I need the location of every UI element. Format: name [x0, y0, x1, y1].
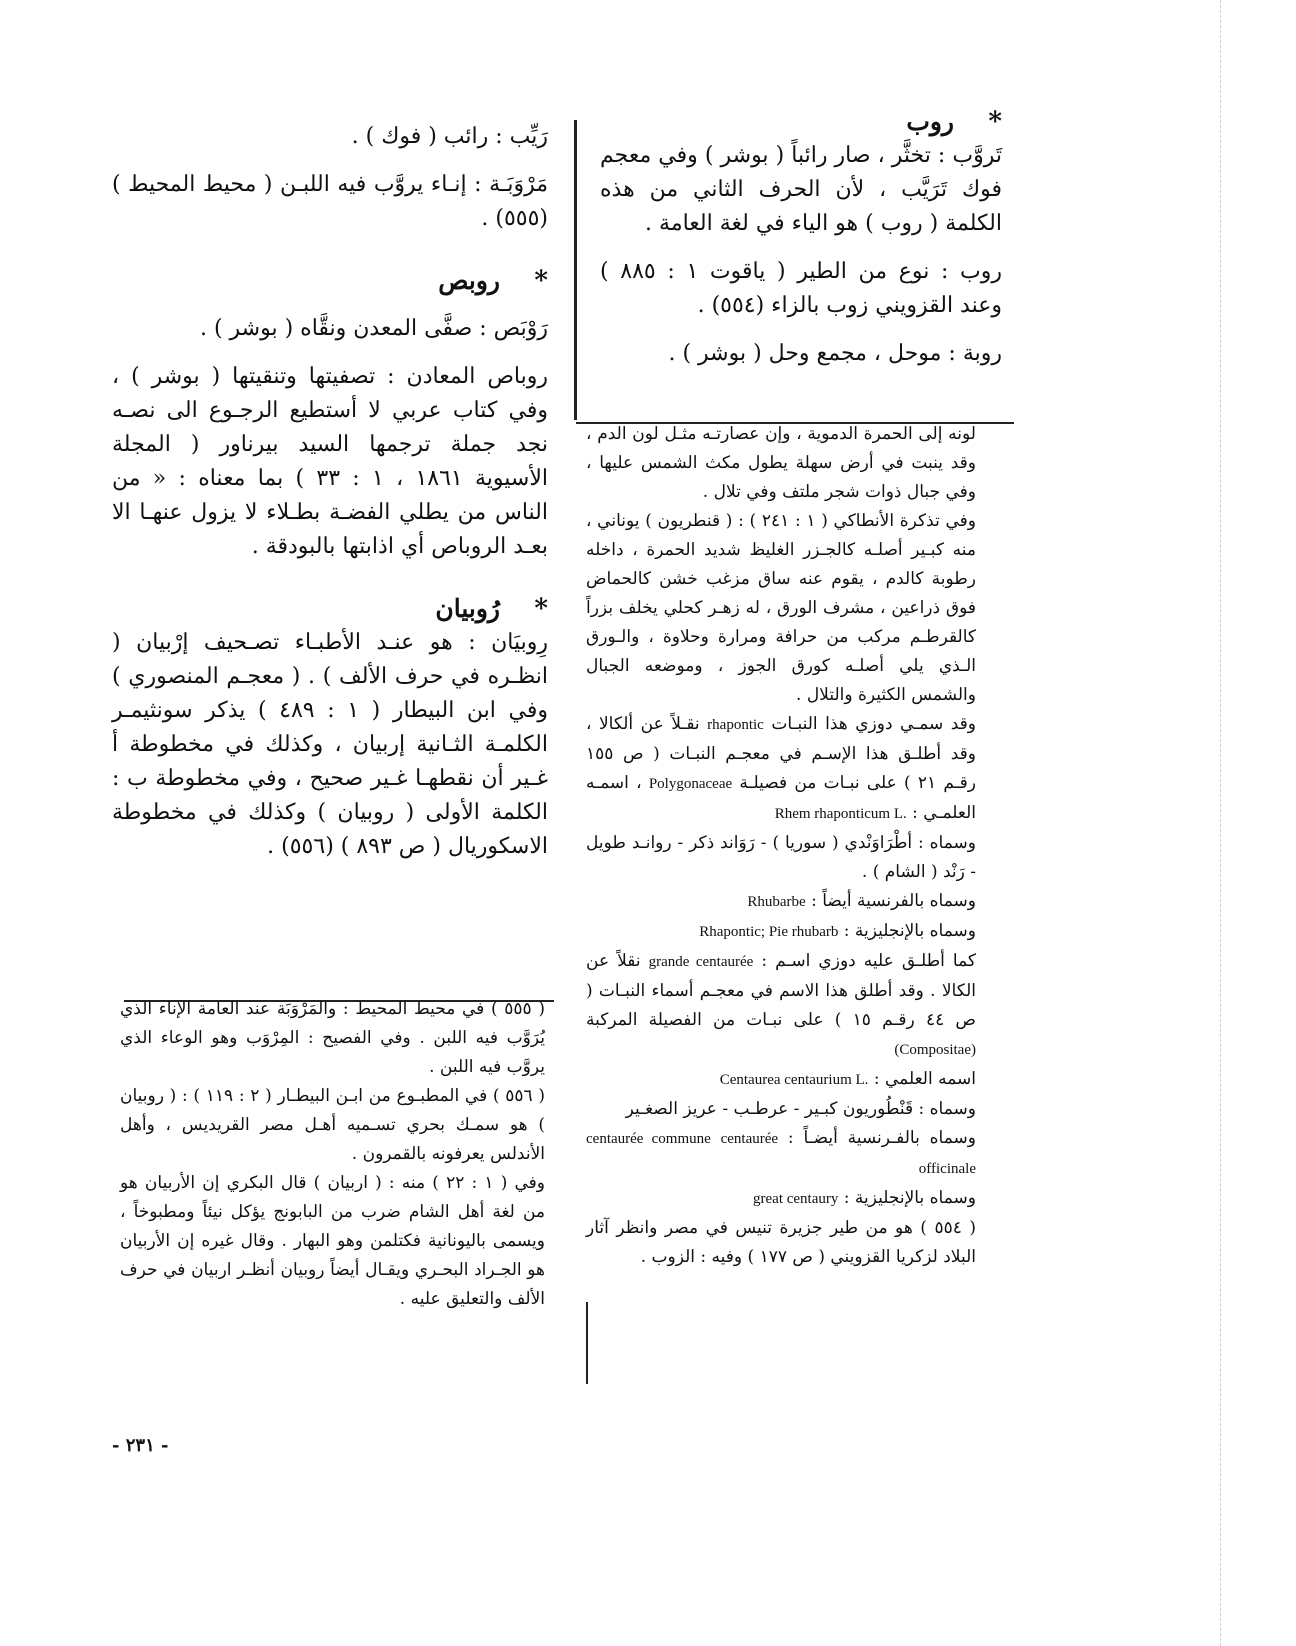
page-number: - ٢٣١ - — [112, 1435, 169, 1456]
latin-term: great centaury — [753, 1191, 839, 1207]
footnote-paragraph: وسماه بالإنجليزية : Rhapontic; Pie rhubarb — [699, 921, 976, 941]
entry-star-icon: * — [534, 594, 548, 624]
latin-term: Rhapontic; Pie rhubarb — [699, 924, 839, 940]
entry-definition: تَروَّب : تخثَّر ، صار رائباً ( بوشر ) وفي معجم فوك تَرَيَّب ، لأن الحرف الثاني من هذه الكلمة ( روب ) هو الياء في لغة العامة . — [600, 143, 1002, 236]
footnote-paragraph: وقد سمـي دوزي هذا النبـات rhapontic نقـلاً عن ألكالا ، وقد أطلـق هذا الإسـم في معجـم النبـات ( ص ١٥٥ رقـم ٢١ ) على نبـات من فصيلـة Polygonaceae ، اسمـه العلمـي : Rhem rhaponticum L. — [586, 714, 977, 823]
left-column — [112, 120, 548, 864]
entry-star-icon: * — [988, 107, 1002, 137]
entry-definition: مَرْوَبَـة : إنـاء يروَّب فيه اللبـن ( محيط المحيط ) (٥٥٥) . — [112, 172, 548, 231]
footnote-bracket-line — [586, 1302, 588, 1384]
scan-edge-line — [1220, 0, 1222, 1646]
entry-definition: رَوْبَص : صفَّى المعدن ونقَّاه ( بوشر ) . — [199, 316, 548, 341]
column-divider — [574, 120, 577, 420]
latin-term: Rhem rhaponticum L. — [774, 806, 907, 822]
latin-term: Rhubarbe — [747, 894, 806, 910]
entry-headword: * روب — [906, 107, 1002, 137]
footnote-paragraph: وسماه بالإنجليزية : great centaury — [753, 1188, 976, 1208]
footnote-paragraph: اسمه العلمي : Centaurea centaurium L. — [719, 1069, 976, 1089]
footnote-paragraph: وسماه : قَنْطُوريون كبـير - عرطـب - عريز الصغـير — [625, 1099, 976, 1119]
right-column — [600, 105, 1002, 371]
entry-definition: رَيِّب : رائب ( فوك ) . — [351, 124, 548, 149]
footnote-556-continued: وفي ( ١ : ٢٢ ) منه : ( اربيان ) قال البكري إن الأربيان هو من لغة أهل الشام ضرب من البابونج يؤكل نيئاً ومطبوخاً ، ويسمى باليونانية فكتلمن وهو البهار . وقال غيره إن الأربيان هو الجـراد البحـري ويقـال أيضاً روبيان أنظـر اربيان في حرف الألف والتعليق عليه . — [120, 1173, 546, 1309]
entry-headword: * رُوبيان — [435, 594, 548, 624]
footnote-paragraph: وسماه بالفرنسية أيضاً : Rhubarbe — [747, 891, 976, 911]
entry-definition: رِوبيَان : هو عنـد الأطبـاء تصـحيف إرْبيان ( انظـره في حرف الألف ) . ( معجـم المنصوري ) وفي ابن البيطار ( ١ : ٤٨٩ ) يذكر سونثيمـر الكلمـة الثـانية إربيان ، وكذلك في مخطوطة أ غـير أن نقطهـا غـير صحيح ، وفي مخطوطة ب : الكلمة الأولى ( روبيان ) وكذلك في مخطوطة الاسكوريال ( ص ٨٩٣ ) (٥٥٦) . — [112, 630, 548, 859]
latin-term: (Compositae) — [894, 1042, 976, 1058]
entry-headword: * روبص — [438, 266, 548, 296]
latin-term: centaurée commune — [586, 1131, 711, 1147]
footnotes-left — [120, 995, 545, 1314]
footnotes-right — [586, 420, 976, 1272]
latin-term: Centaurea centaurium L. — [719, 1072, 869, 1088]
footnote-554: ( ٥٥٤ ) هو من طير جزيرة تنيس في مصر وانظر آثار البلاد لزكريا القزويني ( ص ١٧٧ ) وفيه : الزوب . — [586, 1218, 976, 1267]
footnote-555: ( ٥٥٥ ) في محيط المحيط : والمَرْوَبَة عند العامة الإناء الذي يُرَوَّب فيه اللبن . وفي الفصيح : المِرْوَب وهو الوعاء الذي يروَّب فيه اللبن . — [120, 999, 545, 1077]
footnote-556: ( ٥٥٦ ) في المطبـوع من ابـن البيطـار ( ٢ : ١١٩ ) : ( روبيان ) هو سمـك بحري تسـميه أهـل مصر القريديس ، وأهل الأندلس يعرفونه بالقمرون . — [120, 1086, 545, 1164]
entry-definition: روبة : موحل ، مجمع وحل ( بوشر ) . — [668, 341, 1002, 366]
entry-definition: روباص المعادن : تصفيتها وتنقيتها ( بوشر ) ، وفي كتاب عربي لا أستطيع الرجـوع الى نصـه نجد جملة ترجمها السيد بيرناور ( المجلة الأسيوية ١٨٦١ ، ١ : ٣٣ ) بما معناه : « من الناس من يطلي الفضـة بطـلاء لا يزول عنهـا الا بعـد الروباص أي اذابتها بالبودقة . — [112, 364, 548, 559]
footnote-paragraph: وسماه بالفـرنسية أيضـاً : centaurée commune centaurée officinale — [586, 1128, 977, 1177]
entry-definition: روب : نوع من الطير ( ياقوت ١ : ٨٨٥ ) وعند القزويني زوب بالزاء (٥٥٤) . — [600, 259, 1003, 318]
footnote-paragraph: لونه إلى الحمرة الدموية ، وإن عصارتـه مثـل لون الدم ، وقد ينبت في أرض سهلة يطول مكث الشمس عليها ، وفي جبال ذوات شجر ملتف وفي تلال . — [586, 424, 976, 502]
footnote-paragraph: كما أطلـق عليه دوزي اسـم : grande centaurée نقلاً عن الكالا . وقد أطلق هذا الاسم في معجـم أسماء النبـات ( ص ٤٤ رقـم ١٥ ) على نبـات من الفصيلة المركبة (Compositae) — [586, 951, 977, 1058]
latin-term: Polygonaceae — [648, 776, 733, 792]
latin-term: rhapontic — [707, 717, 764, 733]
latin-term: grande centaurée — [648, 954, 754, 970]
footnote-paragraph: وسماه : أطْرَاوَنْدي ( سوريا ) - رَوَاند ذكر - روانـد طويل - رَنْد ( الشام ) . — [586, 833, 976, 882]
footnote-paragraph: وفي تذكرة الأنطاكي ( ١ : ٢٤١ ) : ( قنطريون ) يوناني ، منه كبـير أصلـه كالجـزر الغليظ شديد الحمرة ، داخله رطوبة كالدم ، يقوم عنه ساق مزغب خشن كالحماض فوق ذراعين ، مشرف الورق ، له زهـر كحلي يخلف بزراً كالقرطـم مركب من حرافة ومرارة وحلاوة ، والـورق الـذي يلي أصلـه كورق الجوز ، وموضعه الجبال والشمس الكثيرة والتلال . — [586, 511, 977, 705]
latin-term: centaurée officinale — [720, 1131, 976, 1177]
entry-star-icon: * — [534, 266, 548, 296]
